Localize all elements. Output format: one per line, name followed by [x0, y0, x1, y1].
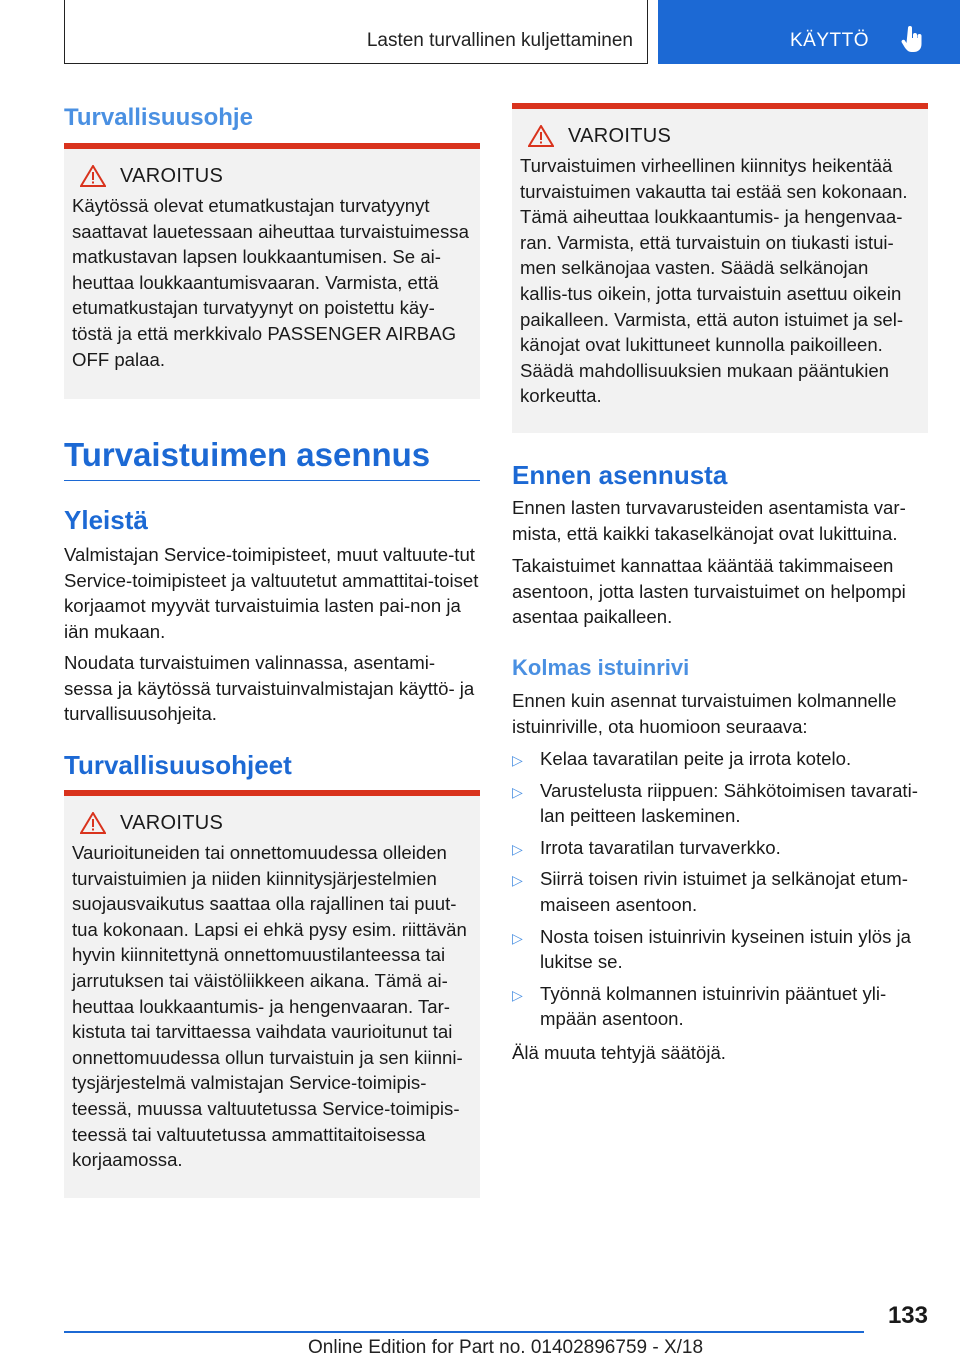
section-title: Lasten turvallinen kuljettaminen — [366, 30, 633, 51]
list-item — [512, 778, 928, 829]
warning-box — [512, 103, 928, 433]
hand-pointer-icon — [900, 26, 924, 54]
list-marker-icon: ▷ — [512, 872, 523, 889]
warning-text: Vaurioituneiden tai onnettomuudessa olleiden turvaistuimien ja niiden kiinnitysjärjestelmien suojausvaikutus saattaa olla rajallinen tai puut-tua kokonaan. Lapsi ei ehkä pysy esim. riittävän hyvin kiinnitettynä onnettomuustilanteessa tai jarrutuksen tai väistöliikkeen aikana. Tämä ai-heuttaa loukkaantumis- ja hengenvaaran. Tar-kistuta tai tarvittaessa vaihdata vaurioitunut tai onnettomuudessa ollun turvaistuin ja sen kiinni-tysjärjestelmä valmistajan Service-toimipis-teessä, muussa valtuutetussa Service-toimipis-teessä tai valtuutetussa ammattitaitoisessa korjaamossa. — [72, 842, 467, 1171]
safety-heading: Turvallisuusohje — [64, 104, 253, 131]
steps-list — [512, 746, 928, 1038]
warning-triangle-icon — [80, 165, 106, 187]
list-item-text: Nosta toisen istuinrivin kyseinen istuin ylös ja lukitse se. — [540, 925, 912, 973]
general-heading: Yleistä — [64, 505, 148, 535]
warning-triangle-icon — [80, 812, 106, 834]
before-paragraph: Takaistuimet kannattaa kääntää takimmaiseen asentoon, jotta lasten turvaistuimet on helpompi asentaa paikalleen. — [512, 555, 906, 628]
footer-rule — [64, 1331, 864, 1333]
general-paragraph: Noudata turvaistuimen valinnassa, asentami-sessa ja käytössä turvaistuinvalmistajan käyttö- ja turvallisuusohjeita. — [64, 652, 475, 725]
third-row-intro: Ennen kuin asennat turvaistuimen kolmannelle istuinriville, ota huomioon seuraava: — [512, 690, 897, 737]
warning-label: VAROITUS — [568, 124, 672, 147]
third-row-heading: Kolmas istuinrivi — [512, 655, 690, 680]
main-heading: Turvaistuimen asennus — [64, 436, 480, 481]
warning-box — [64, 790, 480, 1198]
footer-edition: Online Edition for Part no. 01402896759 - X/18 — [308, 1337, 704, 1358]
list-item-text: Kelaa tavaratilan peite ja irrota kotelo. — [540, 748, 852, 769]
warning-text: Turvaistuimen virheellinen kiinnitys heikentää turvaistuimen vakautta tai estää sen kokonaan. Tämä aiheuttaa loukkaantumis- ja hengenvaa-ran. Varmista, että turvaistuin on tiukasti istui-men selkänojaa vasten. Säädä selkänojan kallis-tus oikein, jotta turvaistuin asettuu oikein paikalleen. Varmista, että auton istuimet ja sel-känojat ovat lukittuneet kunnolla paikoilleen. Säädä mahdollisuuksien mukaan pääntukien korkeutta. — [520, 155, 908, 407]
warning-triangle-icon — [528, 125, 554, 147]
list-item-text: Siirrä toisen rivin istuimet ja selkänojat etum-maiseen asentoon. — [540, 868, 908, 915]
warning-text: Käytössä olevat etumatkustajan turvatyynyt saattavat lauetessaan aiheuttaa turvaistuimessa matkustavan lapsen loukkaantumisen. Se ai-heuttaa loukkaantumisvaaran. Varmista, että etumatkustajan turvatyynyt on poistettu käy-töstä ja että merkkivalo PASSENGER AIRBAG OFF palaa. — [72, 195, 469, 370]
list-item — [512, 866, 928, 917]
warning-box — [64, 143, 480, 399]
warning-label: VAROITUS — [120, 811, 224, 834]
page-header — [64, 0, 648, 64]
chapter-tab-label: KÄYTTÖ — [790, 30, 870, 51]
list-marker-icon: ▷ — [512, 929, 523, 946]
list-item-text: Varustelusta riippuen: Sähkötoimisen tavarati-lan peitteen laskeminen. — [540, 779, 918, 827]
list-item — [512, 835, 928, 861]
before-heading: Ennen asennusta — [512, 460, 728, 490]
list-marker-icon: ▷ — [512, 783, 523, 800]
warning-label: VAROITUS — [120, 164, 224, 187]
list-item-text: Irrota tavaratilan turvaverkko. — [540, 836, 781, 858]
list-item-text: Työnnä kolmannen istuinrivin pääntuet yli-mpään asentoon. — [540, 982, 887, 1030]
page-number: 133 — [887, 1302, 928, 1329]
list-marker-icon: ▷ — [512, 840, 523, 857]
list-item — [512, 924, 928, 975]
list-item — [512, 981, 928, 1032]
before-paragraph: Ennen lasten turvavarusteiden asentamista var-mista, että kaikki takaselkänojat ovat lukittuina. — [512, 497, 906, 544]
closing-paragraph: Älä muuta tehtyjä säätöjä. — [512, 1042, 726, 1063]
list-item — [512, 746, 928, 772]
list-marker-icon: ▷ — [512, 986, 523, 1003]
safety-heading-2: Turvallisuusohjeet — [64, 750, 292, 780]
general-paragraph: Valmistajan Service-toimipisteet, muut valtuute-tut Service-toimipisteet ja valtuutetut ammattitai-toiset korjaamot myyvät turvaistuimia lasten pai-non ja iän mukaan. — [64, 544, 479, 642]
chapter-tab[interactable] — [658, 0, 960, 64]
list-marker-icon: ▷ — [512, 752, 523, 768]
